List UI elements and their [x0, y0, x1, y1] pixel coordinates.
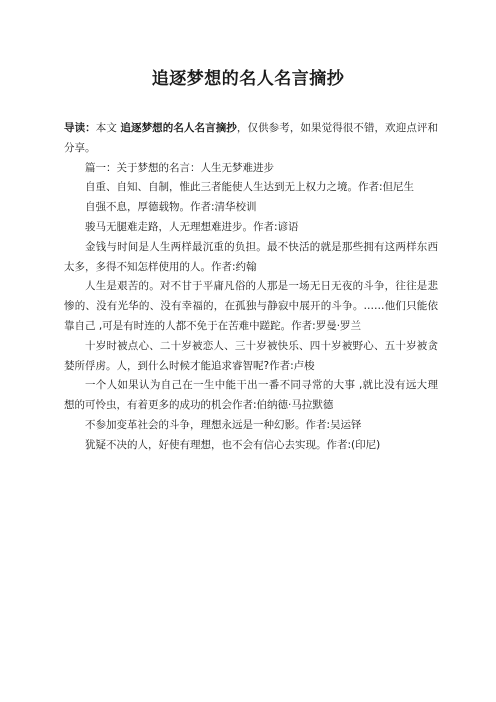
section-heading: 篇一：关于梦想的名言：人生无梦难进步: [85, 161, 274, 174]
document-body: [64, 119, 438, 456]
quote-paragraph: 自强不息，厚德载物。作者:清华校训: [85, 201, 257, 214]
quote-paragraph: 人生是艰苦的。对不甘于平庸凡俗的人那是一场无日无夜的斗争，往往是悲惨的、没有光华的、没有幸福的，在孤独与静寂中展开的斗争。……他们只能依靠自己 ,可是有时连的人都不免于在苦难中蹉跎。作者:罗曼·罗兰: [64, 280, 438, 332]
quote-paragraph: 一个人如果认为自己在一生中能干出一番不同寻常的大事 ,就比没有远大理想的可怜虫，有着更多的成功的机会作者:伯纳德·马拉默德: [64, 379, 438, 412]
quote-paragraph: 犹疑不决的人，好使有理想，也不会有信心去实现。作者:(印尼): [85, 438, 381, 451]
intro-post: ，仅供参考，如果觉得很不错，欢迎点评和分享。: [64, 122, 439, 154]
quote-paragraph: 骏马无腿难走路，人无理想难进步。作者:谚语: [85, 220, 299, 233]
intro-paragraph: [64, 119, 438, 159]
intro-label: 导读：: [64, 122, 96, 134]
document-title: 追逐梦想的名人名言摘抄: [151, 69, 345, 89]
quote-paragraph: 金钱与时间是人生两样最沉重的负担。最不快活的就是那些拥有这两样东西太多，多得不知怎样使用的人。作者:约翰: [64, 240, 438, 273]
intro-title-emphasis: 追逐梦想的名人名言摘抄: [120, 122, 237, 134]
quote-paragraph: 十岁时被点心、二十岁被恋人、三十岁被快乐、四十岁被野心、五十岁被贪婪所俘虏。人，到什么时候才能追求睿智呢?作者:卢梭: [64, 339, 438, 372]
quote-paragraph: 自重、自知、自制，惟此三者能使人生达到无上权力之境。作者:但尼生: [85, 181, 415, 194]
quote-paragraph: 不参加变革社会的斗争，理想永远是一种幻影。作者:吴运铎: [85, 418, 362, 431]
intro-pre: 本文: [95, 122, 121, 134]
